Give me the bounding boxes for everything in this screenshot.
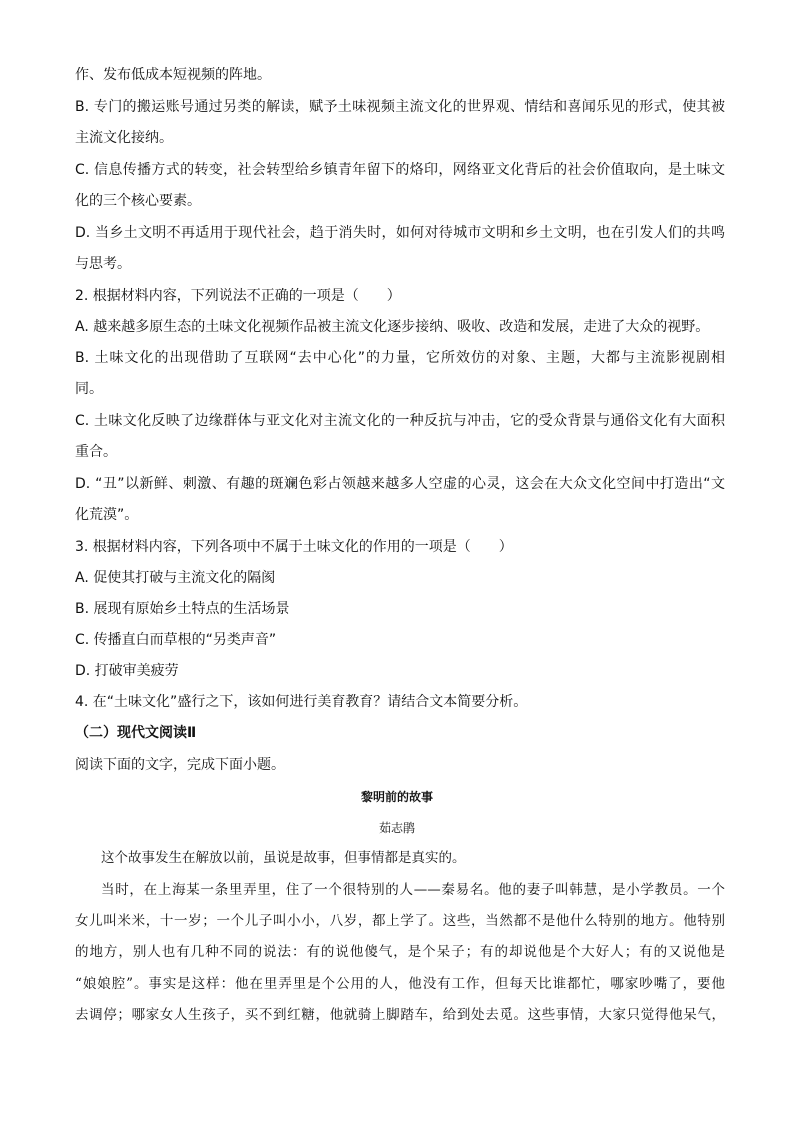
- q1-option-b-line2: 主流文化接纳。: [75, 130, 173, 146]
- q2-option-c-line1: C. 土味文化反映了边缘群体与亚文化对主流文化的一种反抗与冲击，它的受众背景与通俗文化有大面积: [75, 413, 725, 429]
- q1-option-d-line1: D. 当乡土文明不再适用于现代社会，趋于消失时，如何对待城市文明和乡土文明，也在引发人们的共鸣: [75, 225, 725, 241]
- story-paragraph-2-line3: 的地方，别人也有几种不同的说法：有的说他傻气，是个呆子；有的却说他是个大好人；有的又说他是: [75, 944, 725, 960]
- q3-option-d: D. 打破审美疲劳: [75, 663, 179, 679]
- q3-stem: 3. 根据材料内容，下列各项中不属于土味文化的作用的一项是（ ）: [75, 539, 513, 555]
- q1-option-c-line1: C. 信息传播方式的转变，社会转型给乡镇青年留下的烙印，网络亚文化背后的社会价值取向，是土味文: [75, 162, 725, 178]
- q2-option-a: A. 越来越多原生态的土味文化视频作品被主流文化逐步接纳、吸收、改造和发展，走进了大众的视野。: [75, 319, 710, 335]
- story-paragraph-2-line1: 当时，在上海某一条里弄里，住了一个很特别的人——秦易名。他的妻子叫韩慧，是小学教员。一个: [101, 882, 725, 898]
- q2-stem: 2. 根据材料内容，下列说法不正确的一项是（ ）: [75, 288, 401, 304]
- story-author: 茹志鹃: [378, 821, 415, 835]
- q3-option-c: C. 传播直白而草根的“另类声音”: [75, 632, 277, 648]
- story-paragraph-2-line2: 女儿叫米米，十一岁；一个儿子叫小小，八岁，都上学了。这些，当然都不是他什么特别的地方。他特别: [75, 913, 725, 929]
- story-paragraph-1: 这个故事发生在解放以前，虽说是故事，但事情都是真实的。: [101, 850, 466, 866]
- section2-heading: （二）现代文阅读Ⅱ: [75, 725, 197, 741]
- story-title: 黎明前的故事: [360, 790, 433, 804]
- section2-instruction: 阅读下面的文字，完成下面小题。: [75, 757, 285, 773]
- q3-option-a: A. 促使其打破与主流文化的隔阂: [75, 570, 276, 586]
- story-paragraph-2-line5: 去调停；哪家女人生孩子，买不到红糖，他就骑上脚踏车，给到处去觅。这些事情，大家只觉得他呆气，: [75, 1007, 725, 1023]
- q1-option-c-line2: 化的三个核心要素。: [75, 193, 201, 209]
- q3-option-b: B. 展现有原始乡土特点的生活场景: [75, 601, 290, 617]
- q2-option-d-line1: D. “丑”以新鲜、刺激、有趣的斑斓色彩占领越来越多人空虚的心灵，这会在大众文化空间中打造出“文: [75, 476, 725, 492]
- q4-stem: 4. 在“土味文化”盛行之下，该如何进行美育教育？请结合文本简要分析。: [75, 694, 528, 710]
- q1-option-d-line2: 与思考。: [75, 256, 131, 272]
- q2-option-d-line2: 化荒漠”。: [75, 507, 139, 523]
- q2-option-c-line2: 重合。: [75, 444, 117, 460]
- q1-option-b-line1: B. 专门的搬运账号通过另类的解读，赋予土味视频主流文化的世界观、情结和喜闻乐见的形式，使其被: [75, 99, 725, 115]
- story-paragraph-2-line4: “娘娘腔”。事实是这样：他在里弄里是个公用的人，他没有工作，但每天比谁都忙，哪家吵嘴了，要他: [75, 976, 725, 992]
- passage-end-line: 作、发布低成本短视频的阵地。: [75, 67, 271, 83]
- q2-option-b-line2: 同。: [75, 381, 103, 397]
- q2-option-b-line1: B. 土味文化的出现借助了互联网“去中心化”的力量，它所效仿的对象、主题，大都与主流影视剧相: [75, 350, 725, 366]
